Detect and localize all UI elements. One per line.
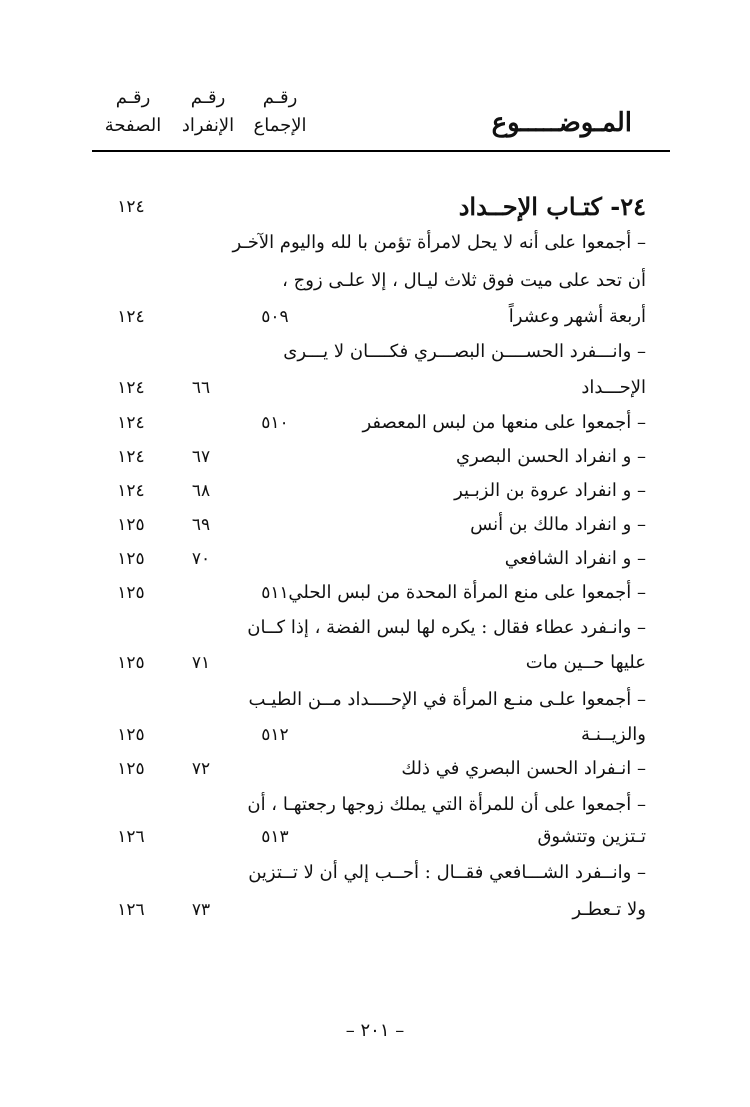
row-page-number: ١٢٤ bbox=[117, 413, 145, 433]
row-topic: – انـفراد الحسن البصري في ذلك bbox=[401, 758, 646, 779]
row-page-number: ١٢٤ bbox=[117, 447, 145, 467]
row-topic: – أجمعوا على أن للمرأة التي يملك زوجها رجعتهـا ، أن bbox=[247, 794, 646, 815]
table-row bbox=[0, 264, 750, 298]
row-topic: تـتزين وتتشوق bbox=[537, 826, 646, 847]
table-row bbox=[0, 718, 750, 752]
table-row bbox=[0, 576, 750, 610]
page-number: – ٢٠١ – bbox=[345, 1020, 405, 1041]
row-topic: – أجمعوا علـى منـع المرأة في الإحــــداد مــن الطيـب bbox=[248, 689, 646, 710]
table-row bbox=[0, 820, 750, 854]
row-page-number: ١٢٥ bbox=[117, 515, 145, 535]
col-header-topic: المـوضـــــوع bbox=[491, 108, 632, 138]
table-row bbox=[0, 752, 750, 786]
row-topic: – أجمعوا على منع المرأة المحدة من لبس الحلي bbox=[288, 582, 646, 603]
table-row bbox=[0, 893, 750, 927]
table-row bbox=[0, 335, 750, 369]
row-topic: – و انفراد الشافعي bbox=[504, 548, 646, 569]
row-page-number: ١٢٤ bbox=[117, 307, 145, 327]
row-ijma-number: ٥١٠ bbox=[261, 413, 289, 433]
row-topic: – أجمعوا على أنه لا يحل لامرأة تؤمن با لله واليوم الآخـر bbox=[232, 232, 646, 253]
table-row bbox=[0, 371, 750, 405]
row-topic: الإحـــداد bbox=[581, 377, 646, 398]
row-topic: أربعة أشهر وعشراً bbox=[508, 306, 646, 327]
table-row bbox=[0, 406, 750, 440]
row-topic: والزيــنـة bbox=[580, 724, 646, 745]
row-infirad-number: ٧٣ bbox=[191, 900, 211, 920]
col-header-page-top: رقـم bbox=[115, 87, 151, 108]
row-ijma-number: ٥١٣ bbox=[261, 827, 289, 847]
table-row bbox=[0, 611, 750, 645]
table-row bbox=[0, 856, 750, 890]
row-ijma-number: ٥١١ bbox=[261, 583, 289, 603]
col-header-ijma-top: رقـم bbox=[262, 87, 298, 108]
row-page-number: ١٢٤ bbox=[117, 378, 145, 398]
row-infirad-number: ٦٧ bbox=[191, 447, 211, 467]
table-row bbox=[0, 226, 750, 260]
row-page-number: ١٢٦ bbox=[117, 900, 145, 920]
col-header-ijma bbox=[250, 84, 310, 140]
row-page-number: ١٢٥ bbox=[117, 583, 145, 603]
table-row bbox=[0, 646, 750, 680]
col-header-ijma-bottom: الإجماع bbox=[253, 115, 307, 136]
row-page-number: ١٢٥ bbox=[117, 725, 145, 745]
col-header-page bbox=[96, 84, 170, 140]
table-row bbox=[0, 788, 750, 822]
table-row bbox=[0, 300, 750, 334]
row-topic: – وانــفرد الشـــافعي فقــال : أحــب إلي أن لا تــتزين bbox=[248, 862, 646, 883]
row-topic: أن تحد على ميت فوق ثلاث ليـال ، إلا علـى زوج ، bbox=[282, 270, 646, 291]
table-row bbox=[0, 683, 750, 717]
row-infirad-number: ٦٨ bbox=[191, 481, 211, 501]
row-topic: – وانـفرد عطاء فقال : يكره لها لبس الفضة ، إذا كــان bbox=[247, 617, 646, 638]
row-page-number: ١٢٤ bbox=[117, 197, 145, 217]
row-infirad-number: ٧١ bbox=[191, 653, 211, 673]
row-topic: عليها حــين مات bbox=[525, 652, 646, 673]
table-row bbox=[0, 508, 750, 542]
row-page-number: ١٢٦ bbox=[117, 827, 145, 847]
chapter-title: ٢٤- كتـاب الإحــداد bbox=[458, 192, 646, 221]
table-row bbox=[0, 190, 750, 224]
col-header-infirad-bottom: الإنفراد bbox=[181, 115, 235, 136]
row-infirad-number: ٦٩ bbox=[191, 515, 211, 535]
row-ijma-number: ٥١٢ bbox=[261, 725, 289, 745]
row-infirad-number: ٧٢ bbox=[191, 759, 211, 779]
row-infirad-number: ٧٠ bbox=[191, 549, 211, 569]
col-header-page-bottom: الصفحة bbox=[104, 115, 162, 136]
row-topic: – و انفراد الحسن البصري bbox=[455, 446, 646, 467]
row-topic: – وانـــفرد الحســــن البصـــري فكــــان لا يـــرى bbox=[283, 341, 646, 362]
table-row bbox=[0, 474, 750, 508]
row-page-number: ١٢٥ bbox=[117, 759, 145, 779]
row-topic: – و انفراد مالك بن أنس bbox=[470, 514, 646, 535]
row-page-number: ١٢٤ bbox=[117, 481, 145, 501]
col-header-infirad bbox=[176, 84, 240, 140]
header-divider bbox=[92, 150, 670, 152]
table-row bbox=[0, 542, 750, 576]
table-row bbox=[0, 440, 750, 474]
row-page-number: ١٢٥ bbox=[117, 549, 145, 569]
row-topic: ولا تـعطـر bbox=[572, 899, 646, 920]
col-header-infirad-top: رقـم bbox=[190, 87, 226, 108]
row-ijma-number: ٥٠٩ bbox=[261, 307, 289, 327]
row-infirad-number: ٦٦ bbox=[191, 378, 211, 398]
row-topic: – أجمعوا على منعها من لبس المعصفر bbox=[362, 412, 646, 433]
row-topic: – و انفراد عروة بن الزبـير bbox=[454, 480, 646, 501]
row-page-number: ١٢٥ bbox=[117, 653, 145, 673]
